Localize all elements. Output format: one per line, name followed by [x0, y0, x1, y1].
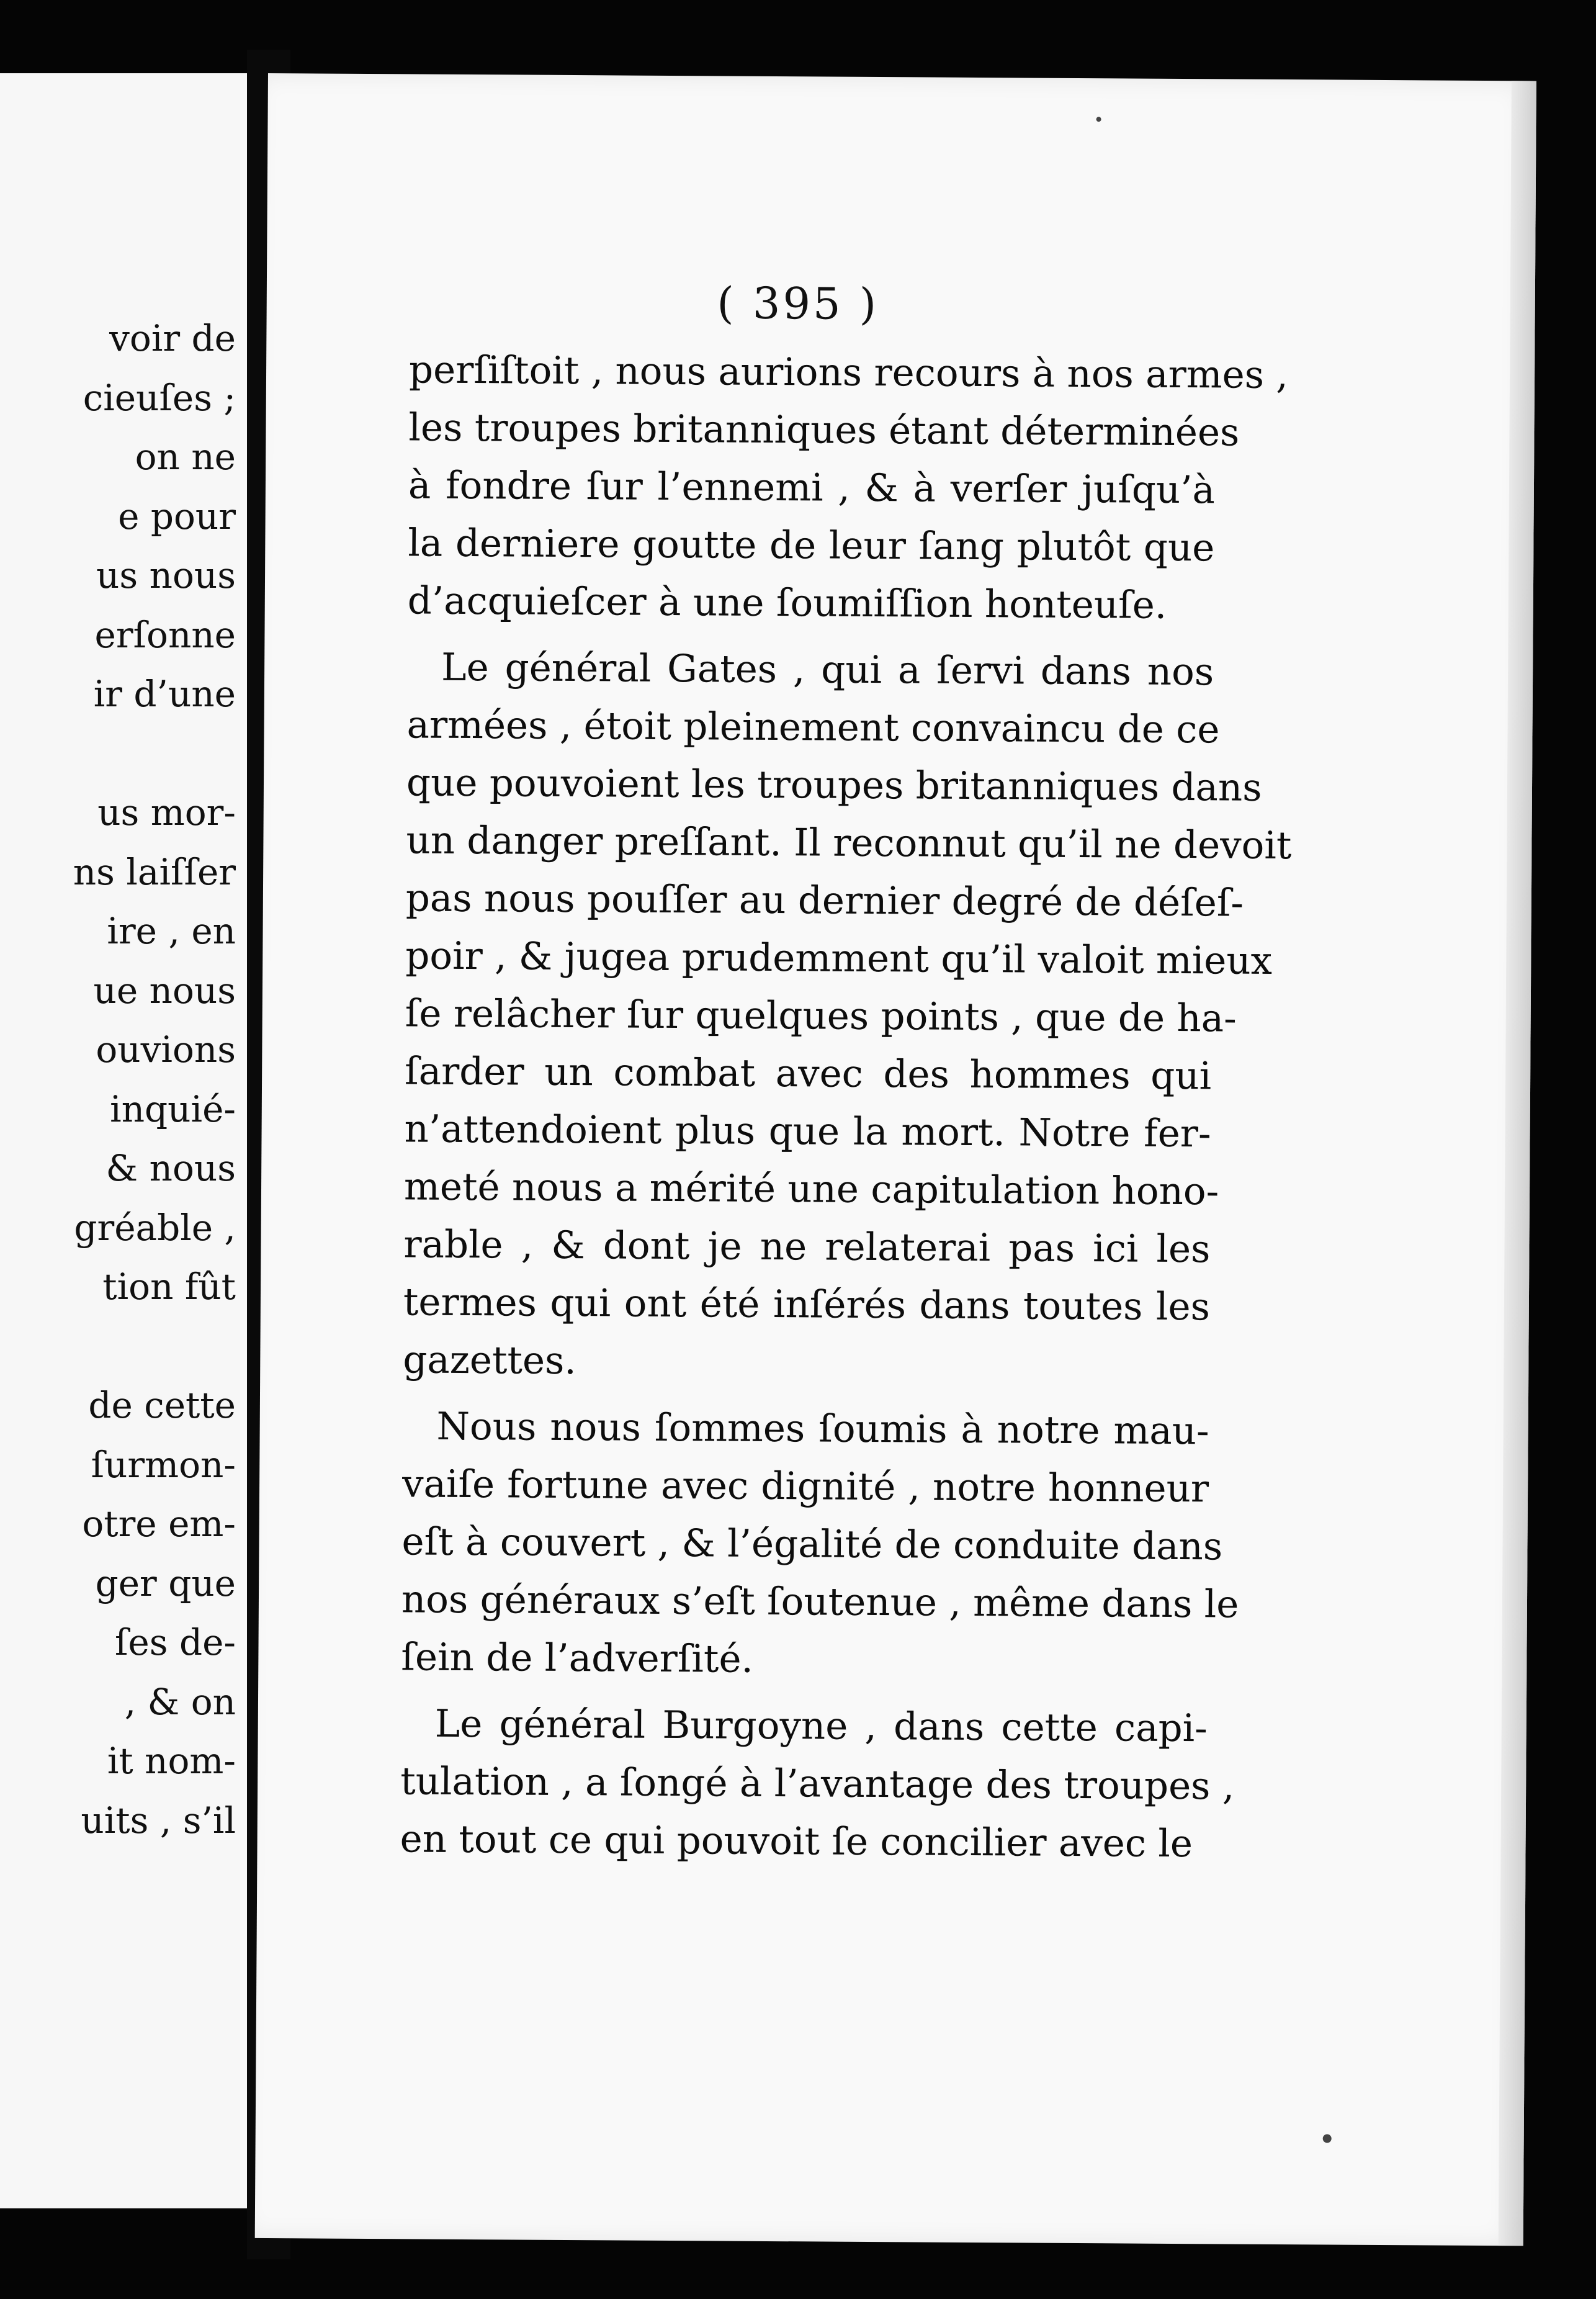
- left-page-line: & nous: [105, 1147, 236, 1189]
- left-page-text: [0, 309, 236, 1850]
- text-line: armées , étoit pleinement convaincu de ce: [406, 703, 1220, 752]
- text-line: vaiſe fortune avec dignité , notre honneur: [401, 1462, 1209, 1511]
- left-page-line: ue nous: [93, 969, 236, 1012]
- paragraph: [407, 341, 1289, 634]
- text-line: rable , & dont je ne relaterai pas ici les: [403, 1222, 1211, 1272]
- text-line: les troupes britanniques étant déterminées: [408, 405, 1240, 455]
- left-page-line: inquié-: [110, 1087, 236, 1130]
- page-edge: [1499, 81, 1536, 2246]
- text-line: nos généraux s’eſt ſoutenue , même dans le: [401, 1577, 1239, 1627]
- left-page-line: cieuſes ;: [83, 376, 236, 419]
- left-page-line: ger que: [95, 1562, 236, 1604]
- right-page: [255, 73, 1536, 2246]
- text-line: en tout ce qui pouvoit ſe concilier avec le: [400, 1817, 1193, 1866]
- left-page-line: de cette: [88, 1384, 236, 1426]
- text-line: ſein de l’adverſité.: [401, 1635, 754, 1681]
- text-line: n’attendoient plus que la mort. Notre fer-: [404, 1107, 1211, 1156]
- text-line: termes qui ont été inſérés dans toutes les: [403, 1280, 1211, 1329]
- text-line: Le général Gates , qui a ſervi dans nos: [441, 645, 1214, 695]
- text-line: meté nous a mérité une capitulation hono-: [403, 1164, 1219, 1214]
- text-line: la derniere goutte de leur ſang plutôt que: [408, 521, 1215, 570]
- paragraph: [400, 1694, 1235, 1873]
- left-page-line: it nom-: [107, 1740, 236, 1782]
- paragraph: [403, 638, 1292, 1393]
- text-line: à fondre ſur l’ennemi , & à verſer juſqu’à: [408, 463, 1216, 513]
- left-page-line: e pour: [118, 495, 236, 538]
- body-text: [400, 341, 1292, 1881]
- left-page-line: ire , en: [107, 910, 236, 952]
- left-page-line: ir d’une: [93, 673, 236, 715]
- text-line: un danger preſſant. Il reconnut qu’il ne devoit: [406, 818, 1292, 868]
- text-line: Nous nous ſommes ſoumis à notre mau-: [436, 1404, 1209, 1454]
- text-line: gazettes.: [403, 1338, 577, 1383]
- paragraph: [401, 1397, 1239, 1691]
- text-line: pas nous pouſſer au dernier degré de déſeſ-: [405, 876, 1244, 925]
- text-line: que pouvoient les troupes britanniques dans: [406, 760, 1262, 810]
- ink-speck: [1323, 2134, 1332, 2143]
- left-page-line: [0, 1317, 236, 1377]
- left-page-line: voir de: [109, 317, 236, 359]
- left-page-line: [0, 724, 236, 784]
- ink-speck: [1096, 117, 1101, 122]
- left-page-line: ſurmon-: [91, 1443, 236, 1486]
- text-line: eſt à couvert , & l’égalité de conduite dans: [401, 1519, 1223, 1569]
- left-facing-page: [0, 73, 247, 2208]
- page-number: ( 395 ): [717, 277, 879, 330]
- left-page-line: on ne: [135, 436, 236, 478]
- text-line: perſiſtoit , nous aurions recours à nos armes ,: [408, 348, 1289, 398]
- left-page-line: otre em-: [82, 1503, 236, 1545]
- text-line: Le général Burgoyne , dans cette capi-: [434, 1701, 1208, 1751]
- left-page-line: uits , s’il: [81, 1799, 236, 1842]
- text-line: ſe relâcher ſur quelques points , que de ha-: [405, 991, 1237, 1041]
- left-page-line: us mor-: [97, 791, 236, 834]
- left-page-line: us nous: [96, 554, 236, 596]
- text-line: d’acquieſcer à une ſoumiſſion honteuſe.: [407, 578, 1167, 628]
- left-page-line: gréable ,: [74, 1206, 236, 1249]
- left-page-line: tion fût: [102, 1266, 236, 1308]
- text-line: ſarder un combat avec des hommes qui: [404, 1049, 1212, 1099]
- left-page-line: erſonne: [94, 613, 236, 656]
- left-page-line: ouvions: [96, 1028, 236, 1071]
- text-line: poir , & jugea prudemment qu’il valoit mieux: [405, 934, 1273, 983]
- left-page-line: ns laiſſer: [73, 850, 236, 893]
- text-line: tulation , a ſongé à l’avantage des troupes ,: [400, 1759, 1235, 1809]
- left-page-line: , & on: [124, 1680, 236, 1723]
- left-page-line: ſes de-: [114, 1621, 236, 1663]
